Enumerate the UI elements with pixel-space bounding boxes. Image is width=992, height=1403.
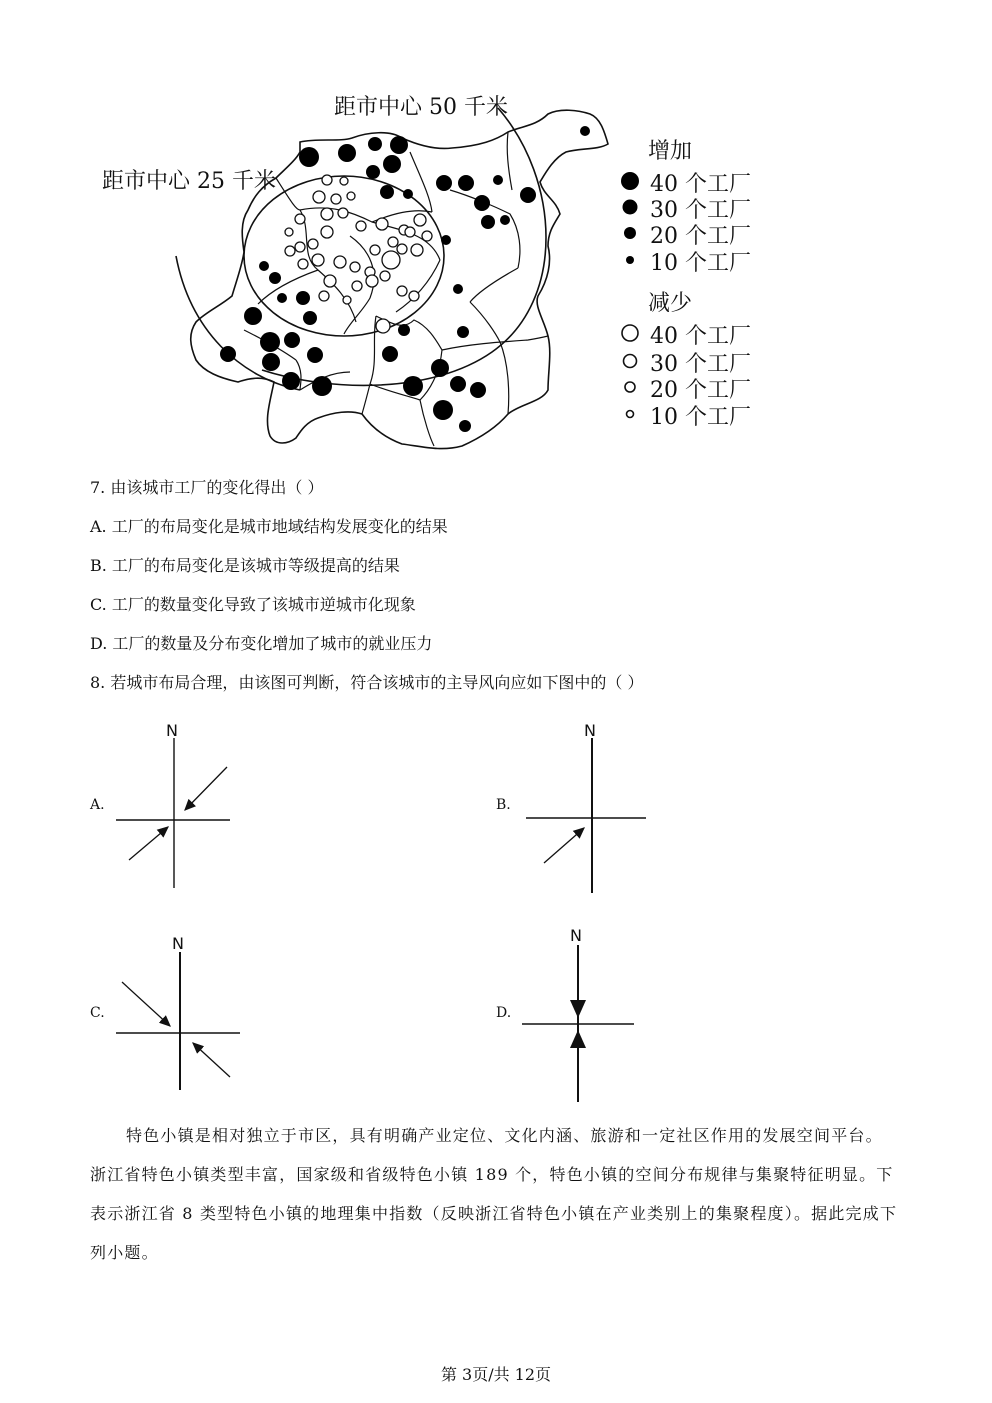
diagram-b [526, 738, 646, 893]
page-footer: 第 3页/共 12页 [440, 1365, 552, 1384]
diagram-a [116, 738, 230, 888]
passage [90, 1116, 905, 1272]
question-7-option-d: D. 工厂的数量及分布变化增加了城市的就业压力 [90, 634, 433, 653]
wind-option-c-label: C. [90, 1005, 105, 1021]
legend-increase-30: 30 个工厂 [650, 198, 751, 223]
legend-symbols [621, 172, 639, 418]
question-7-stem: 7. 由该城市工厂的变化得出（ ） [90, 478, 324, 497]
wind-option-b-label: B. [496, 797, 511, 813]
legend-decrease-20: 20 个工厂 [650, 378, 751, 403]
legend-decrease-30: 30 个工厂 [650, 352, 751, 377]
diagram-c [116, 952, 240, 1090]
question-7-option-a: A. 工厂的布局变化是城市地域结构发展变化的结果 [90, 517, 448, 536]
north-label-d: N [570, 926, 582, 945]
legend-increase-40: 40 个工厂 [650, 172, 751, 197]
city-factory-map [0, 0, 992, 470]
north-label-c: N [172, 934, 184, 953]
legend-increase-title: 增加 [648, 139, 693, 164]
legend-increase-10: 10 个工厂 [650, 251, 751, 276]
question-7-option-b: B. 工厂的布局变化是该城市等级提高的结果 [90, 556, 400, 575]
passage-line-4: 列小题。 [90, 1243, 159, 1262]
decrease-dots [285, 175, 432, 333]
question-8-stem: 8. 若城市布局合理，由该图可判断，符合该城市的主导风向应如下图中的（ ） [90, 673, 644, 692]
wind-option-d-label: D. [496, 1005, 512, 1021]
legend-increase-20: 20 个工厂 [650, 224, 751, 249]
passage-line-1: 特色小镇是相对独立于市区，具有明确产业定位、文化内涵、旅游和一定社区作用的发展空间平台。 [126, 1126, 883, 1145]
north-label-b: N [584, 721, 596, 740]
passage-line-2: 浙江省特色小镇类型丰富，国家级和省级特色小镇 189 个，特色小镇的空间分布规律与集聚特征明显。下 [90, 1165, 894, 1184]
passage-line-3: 表示浙江省 8 类型特色小镇的地理集中指数（反映浙江省特色小镇在产业类别上的集聚程度）。据此完成下 [90, 1204, 898, 1223]
circle-25km [244, 176, 444, 336]
question-7-option-c: C. 工厂的数量变化导致了该城市逆城市化现象 [90, 595, 416, 614]
legend-decrease-title: 减少 [648, 291, 693, 316]
legend-decrease-10: 10 个工厂 [650, 405, 751, 430]
diagram-d [522, 945, 634, 1102]
wind-option-a-label: A. [90, 797, 105, 813]
north-label-a: N [166, 721, 178, 740]
legend-decrease-40: 40 个工厂 [650, 324, 751, 349]
label-50km: 距市中心 50 千米 [334, 95, 508, 120]
label-25km: 距市中心 25 千米 [102, 169, 276, 194]
wind-option-diagrams [0, 700, 992, 1120]
